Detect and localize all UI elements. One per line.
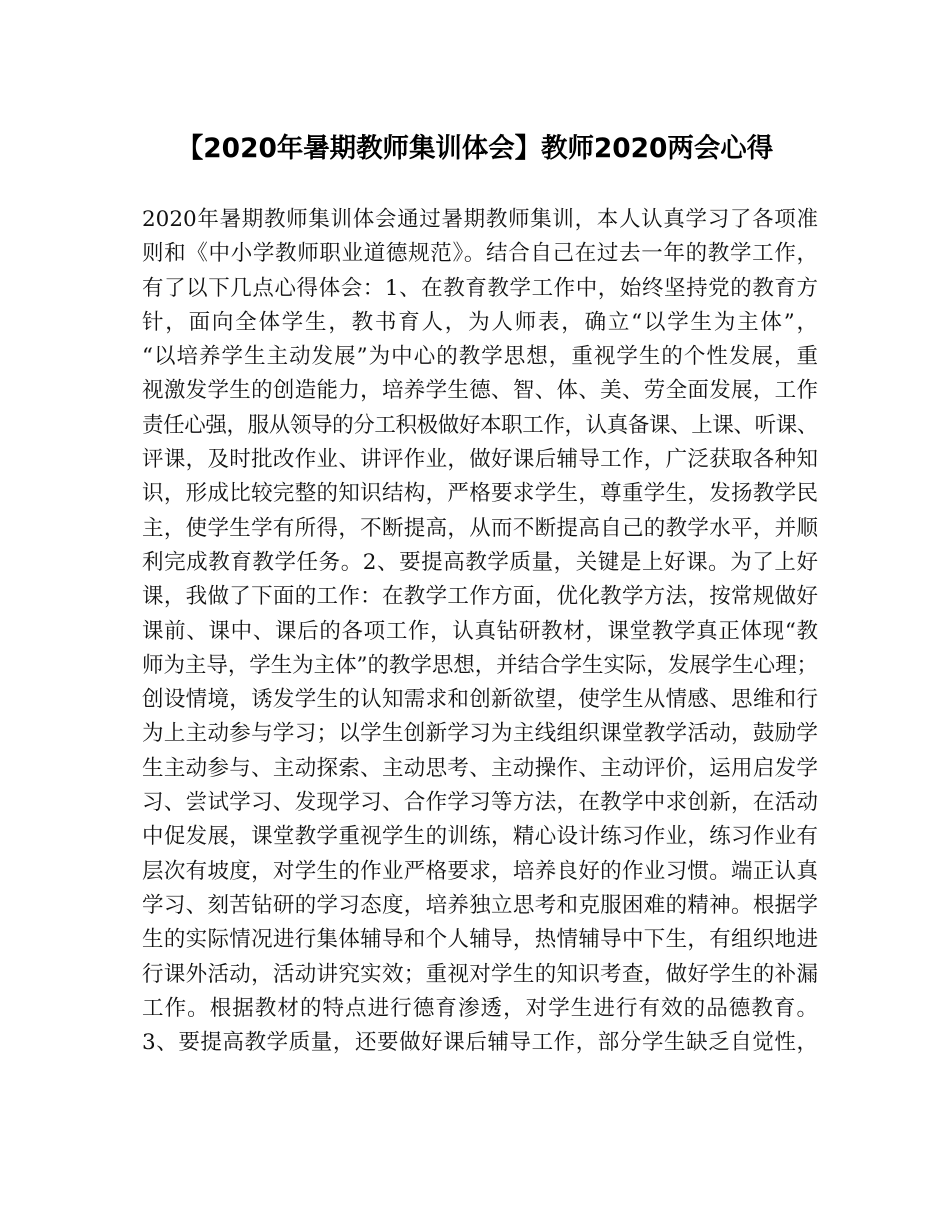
body-line: 生主动参与、主动探索、主动思考、主动操作、主动评价，运用启发学 (142, 755, 818, 781)
body-line: 工作。根据教材的特点进行德育渗透，对学生进行有效的品德教育。 (142, 995, 818, 1021)
body-line: 为上主动参与学习；以学生创新学习为主线组织课堂教学活动，鼓励学 (142, 721, 818, 747)
body-line: 利完成教育教学任务。2、要提高教学质量，关键是上好课。为了上好 (142, 549, 818, 575)
body-line: “以培养学生主动发展”为中心的教学思想，重视学生的个性发展，重 (142, 344, 818, 370)
body-line: 习、尝试学习、发现学习、合作学习等方法，在教学中求创新，在活动 (142, 790, 818, 816)
body-line: 2020年暑期教师集训体会通过暑期教师集训，本人认真学习了各项准 (142, 207, 818, 232)
body-line: 课前、课中、课后的各项工作，认真钻研教材，课堂教学真正体现“教 (142, 618, 818, 644)
body-line: 视激发学生的创造能力，培养学生德、智、体、美、劳全面发展，工作 (142, 378, 818, 404)
body-line: 有了以下几点心得体会：1、在教育教学工作中，始终坚持党的教育方 (142, 275, 818, 301)
body-line: 师为主导，学生为主体”的教学思想，并结合学生实际，发展学生心理； (142, 652, 818, 678)
body-line: 中促发展，课堂教学重视学生的训练，精心设计练习作业，练习作业有 (142, 824, 818, 850)
document-title: 【2020年暑期教师集训体会】教师2020两会心得 (176, 133, 774, 164)
body-line: 针，面向全体学生，教书育人，为人师表，确立“以学生为主体”， (142, 309, 818, 335)
document-body (142, 203, 818, 1060)
body-line: 学习、刻苦钻研的学习态度，培养独立思考和克服困难的精神。根据学 (142, 892, 818, 918)
body-line: 主，使学生学有所得，不断提高，从而不断提高自己的教学水平，并顺 (142, 515, 818, 541)
body-line: 则和《中小学教师职业道德规范》。结合自己在过去一年的教学工作， (142, 241, 818, 267)
body-line: 评课，及时批改作业、讲评作业，做好课后辅导工作，广泛获取各种知 (142, 447, 818, 473)
body-line: 创设情境，诱发学生的认知需求和创新欲望，使学生从情感、思维和行 (142, 687, 818, 713)
body-line: 3、要提高教学质量，还要做好课后辅导工作，部分学生缺乏自觉性， (142, 1030, 818, 1056)
body-line: 责任心强，服从领导的分工积极做好本职工作，认真备课、上课、听课、 (142, 412, 818, 438)
body-line: 课，我做了下面的工作：在教学工作方面，优化教学方法，按常规做好 (142, 584, 818, 610)
body-line: 层次有坡度，对学生的作业严格要求，培养良好的作业习惯。端正认真 (142, 858, 818, 884)
body-line: 识，形成比较完整的知识结构，严格要求学生，尊重学生，发扬教学民 (142, 481, 818, 507)
body-line: 生的实际情况进行集体辅导和个人辅导，热情辅导中下生，有组织地进 (142, 927, 818, 953)
body-line: 行课外活动，活动讲究实效；重视对学生的知识考查，做好学生的补漏 (142, 961, 818, 987)
